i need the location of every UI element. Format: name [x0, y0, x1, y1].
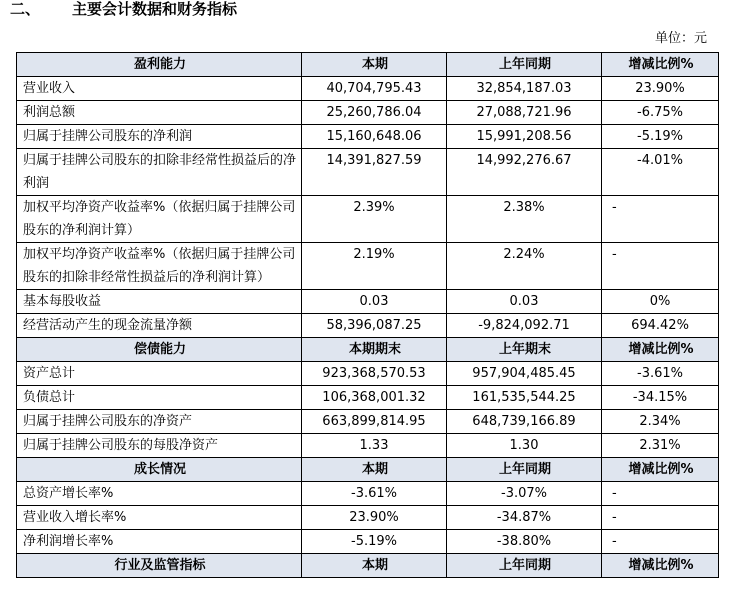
table-row: [17, 243, 719, 290]
header-cell: 上年同期: [447, 458, 602, 482]
prior-value: -34.87%: [447, 506, 602, 530]
current-value: 15,160,648.06: [302, 125, 447, 149]
current-value: 25,260,786.04: [302, 101, 447, 125]
header-cell: 增减比例%: [602, 554, 719, 578]
current-value: 106,368,001.32: [302, 386, 447, 410]
solvency-header-row: [17, 338, 719, 362]
header-cell: 本期期末: [302, 338, 447, 362]
row-label: 利润总额: [17, 101, 302, 125]
change-percent: -3.61%: [602, 362, 719, 386]
change-percent: -: [602, 530, 719, 554]
table-row: [17, 506, 719, 530]
change-percent: -34.15%: [602, 386, 719, 410]
table-row: [17, 77, 719, 101]
section-number: 二、: [10, 0, 41, 18]
header-cell: 行业及监管指标: [17, 554, 302, 578]
table-row: [17, 482, 719, 506]
table-row: [17, 530, 719, 554]
table-row: [17, 434, 719, 458]
row-label: 净利润增长率%: [17, 530, 302, 554]
row-label: 营业收入增长率%: [17, 506, 302, 530]
change-percent: -6.75%: [602, 101, 719, 125]
current-value: 14,391,827.59: [302, 149, 447, 196]
change-percent: -5.19%: [602, 125, 719, 149]
table-row: [17, 410, 719, 434]
table-row: [17, 386, 719, 410]
header-cell: 增减比例%: [602, 338, 719, 362]
change-percent: -: [602, 482, 719, 506]
row-label: 归属于挂牌公司股东的净资产: [17, 410, 302, 434]
prior-value: -9,824,092.71: [447, 314, 602, 338]
header-cell: 本期: [302, 458, 447, 482]
section-title: 主要会计数据和财务指标: [72, 0, 238, 18]
industry-header-row: [17, 554, 719, 578]
row-label: 经营活动产生的现金流量净额: [17, 314, 302, 338]
row-label: 基本每股收益: [17, 290, 302, 314]
header-cell: 上年期末: [447, 338, 602, 362]
current-value: -3.61%: [302, 482, 447, 506]
header-cell: 上年同期: [447, 554, 602, 578]
change-percent: -: [602, 243, 719, 290]
table-row: [17, 314, 719, 338]
change-percent: -: [602, 196, 719, 243]
prior-value: 27,088,721.96: [447, 101, 602, 125]
prior-value: 161,535,544.25: [447, 386, 602, 410]
prior-value: 0.03: [447, 290, 602, 314]
header-cell: 偿债能力: [17, 338, 302, 362]
change-percent: -4.01%: [602, 149, 719, 196]
change-percent: 2.34%: [602, 410, 719, 434]
financial-indicators-table: [16, 52, 719, 578]
row-label: 加权平均净资产收益率%（依据归属于挂牌公司股东的净利润计算）: [17, 196, 302, 243]
prior-value: -3.07%: [447, 482, 602, 506]
row-label: 加权平均净资产收益率%（依据归属于挂牌公司股东的扣除非经常性损益后的净利润计算）: [17, 243, 302, 290]
change-percent: 0%: [602, 290, 719, 314]
header-cell: 盈利能力: [17, 53, 302, 77]
prior-value: 2.24%: [447, 243, 602, 290]
row-label: 归属于挂牌公司股东的扣除非经常性损益后的净利润: [17, 149, 302, 196]
change-percent: 2.31%: [602, 434, 719, 458]
profitability-header-row: [17, 53, 719, 77]
growth-header-row: [17, 458, 719, 482]
prior-value: 32,854,187.03: [447, 77, 602, 101]
change-percent: 23.90%: [602, 77, 719, 101]
table-row: [17, 290, 719, 314]
section-heading: [10, 0, 237, 20]
row-label: 归属于挂牌公司股东的每股净资产: [17, 434, 302, 458]
current-value: 58,396,087.25: [302, 314, 447, 338]
current-value: -5.19%: [302, 530, 447, 554]
current-value: 2.39%: [302, 196, 447, 243]
header-cell: 增减比例%: [602, 458, 719, 482]
current-value: 0.03: [302, 290, 447, 314]
current-value: 23.90%: [302, 506, 447, 530]
table-row: [17, 149, 719, 196]
row-label: 营业收入: [17, 77, 302, 101]
header-cell: 本期: [302, 53, 447, 77]
header-cell: 增减比例%: [602, 53, 719, 77]
table-row: [17, 196, 719, 243]
row-label: 总资产增长率%: [17, 482, 302, 506]
header-cell: 本期: [302, 554, 447, 578]
row-label: 归属于挂牌公司股东的净利润: [17, 125, 302, 149]
unit-label: 单位：元: [654, 31, 707, 46]
table-row: [17, 362, 719, 386]
header-cell: 上年同期: [447, 53, 602, 77]
prior-value: 957,904,485.45: [447, 362, 602, 386]
prior-value: 14,992,276.67: [447, 149, 602, 196]
row-label: 负债总计: [17, 386, 302, 410]
prior-value: 2.38%: [447, 196, 602, 243]
current-value: 923,368,570.53: [302, 362, 447, 386]
change-percent: 694.42%: [602, 314, 719, 338]
prior-value: 1.30: [447, 434, 602, 458]
table-row: [17, 125, 719, 149]
current-value: 663,899,814.95: [302, 410, 447, 434]
prior-value: 648,739,166.89: [447, 410, 602, 434]
prior-value: -38.80%: [447, 530, 602, 554]
current-value: 2.19%: [302, 243, 447, 290]
table-row: [17, 101, 719, 125]
row-label: 资产总计: [17, 362, 302, 386]
header-cell: 成长情况: [17, 458, 302, 482]
change-percent: -: [602, 506, 719, 530]
prior-value: 15,991,208.56: [447, 125, 602, 149]
current-value: 1.33: [302, 434, 447, 458]
current-value: 40,704,795.43: [302, 77, 447, 101]
